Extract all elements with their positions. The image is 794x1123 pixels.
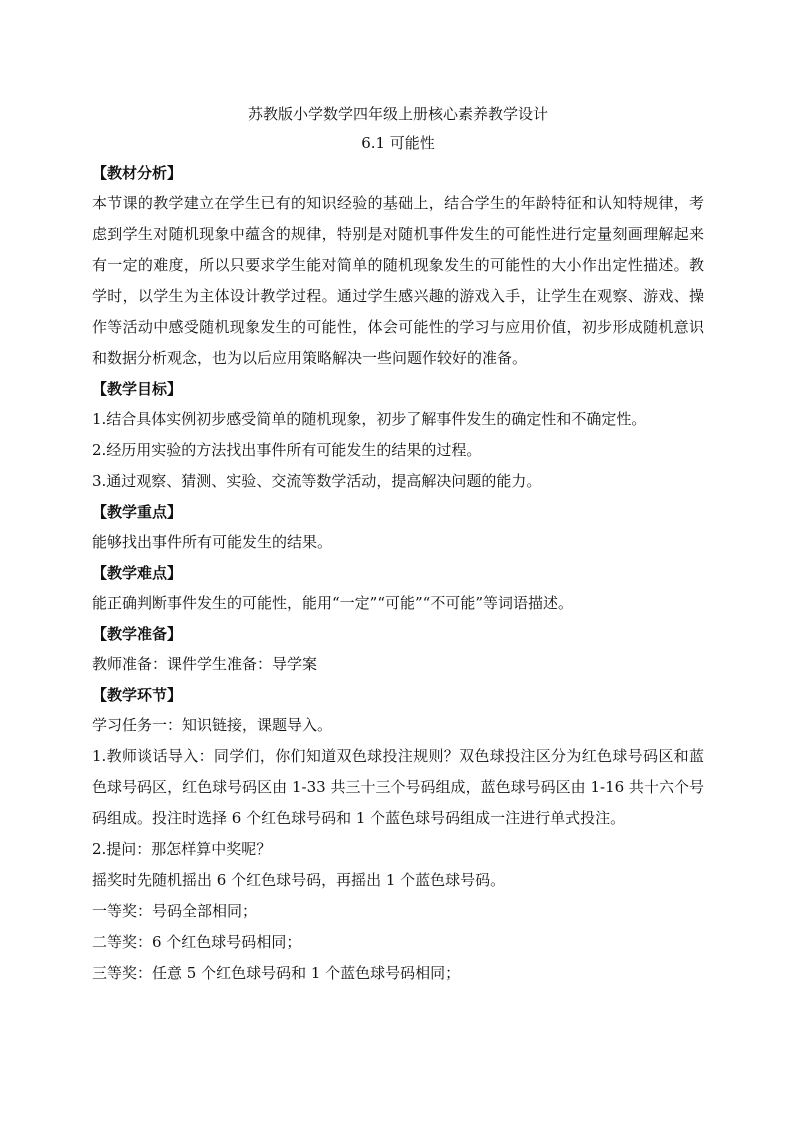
document-subtitle: 6.1 可能性 [361,134,435,152]
section-heading-preparation: 【教学准备】 [92,625,183,643]
objective-item-3: 3.通过观察、猜测、实验、交流等数学活动，提高解决问题的能力。 [92,472,542,490]
process-draw-text: 摇奖时先随机摇出 6 个红色球号码，再摇出 1 个蓝色球号码。 [92,871,506,889]
prize-third: 三等奖：任意 5 个红色球号码和 1 个蓝色球号码相同； [92,964,461,982]
difficulties-text: 能正确判断事件发生的可能性，能用“一定”“可能”“不可能”等词语描述。 [92,594,574,612]
section-heading-keypoints: 【教学重点】 [92,503,183,521]
document-title: 苏教版小学数学四年级上册核心素养教学设计 [247,105,548,123]
section-heading-objectives: 【教学目标】 [92,380,183,398]
process-item-2: 2.提问：那怎样算中奖呢？ [92,840,272,858]
process-item-1: 1.教师谈话导入：同学们，你们知道双色球投注规则？双色球投注区分为红色球号码区和蓝色球号码区，红色球号码区由 1-33 共三十三个号码组成，蓝色球号码区由 1-16 共十六个号码组成。投注时选择 6 个红色球号码和 1 个蓝色球号码组成一注进行单式投注。 [92,747,704,827]
section-heading-difficulties: 【教学难点】 [92,564,183,582]
section-heading-analysis: 【教材分析】 [92,164,183,182]
objective-item-2: 2.经历用实验的方法找出事件所有可能发生的结果的过程。 [92,441,482,459]
prize-first: 一等奖：号码全部相同； [92,902,258,920]
document-page [92,100,704,989]
preparation-text: 教师准备：课件学生准备：导学案 [92,655,318,673]
objective-item-1: 1.结合具体实例初步感受简单的随机现象，初步了解事件发生的确定性和不确定性。 [92,410,647,428]
analysis-paragraph: 本节课的教学建立在学生已有的知识经验的基础上，结合学生的年龄特征和认知特规律，考虑到学生对随机现象中蕴含的规律，特别是对随机事件发生的可能性进行定量刻画理解起来有一定的难度，所以只要求学生能对简单的随机现象发生的可能性的大小作出定性描述。教学时，以学生为主体设计教学过程。通过学生感兴趣的游戏入手，让学生在观察、游戏、操作等活动中感受随机现象发生的可能性，体会可能性的学习与应用价值，初步形成随机意识和数据分析观念，也为以后应用策略解决一些问题作较好的准备。 [92,194,704,367]
prize-second: 二等奖：6 个红色球号码相同； [92,933,302,951]
section-heading-process: 【教学环节】 [92,686,183,704]
process-task-1: 学习任务一：知识链接，课题导入。 [92,716,333,734]
keypoints-text: 能够找出事件所有可能发生的结果。 [92,533,333,551]
